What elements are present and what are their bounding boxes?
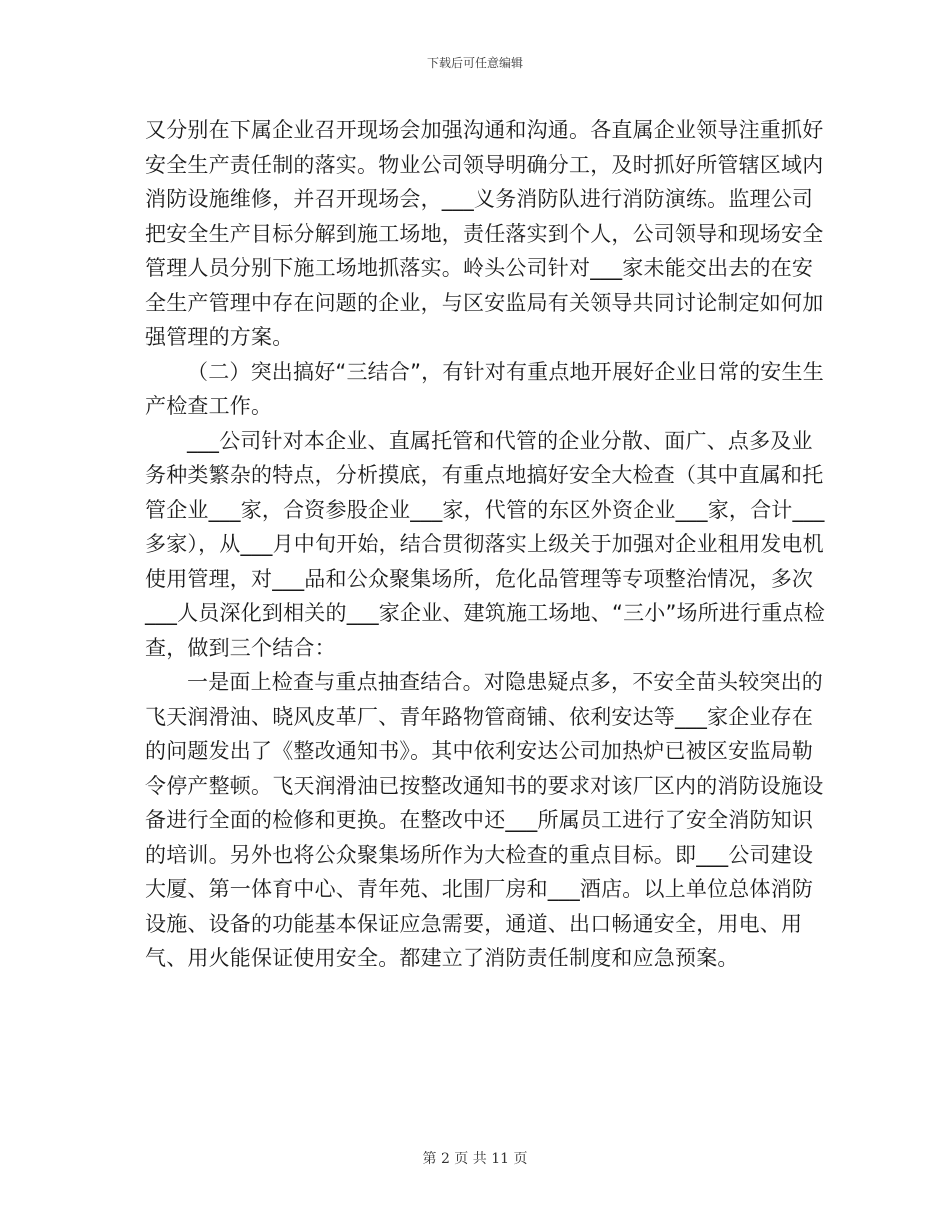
paragraph-section-heading: （二）突出搞好“三结合”，有针对有重点地开展好企业日常的安生生产检查工作。 xyxy=(145,359,824,418)
paragraph-first-combination: 一是面上检查与重点抽查结合。对隐患疑点多，不安全苗头较突出的飞天润滑油、晓风皮革厂、青年路物管商铺、依利安达等___家企业存在的问题发出了《整改通知书》。其中依利安达公司加热炉已被区安监局勒令停产整顿。飞天润滑油已按整改通知书的要求对该厂区内的消防设施设备进行全面的检修和更换。在整改中还___所属员工进行了安全消防知识的培训。另外也将公众聚集场所作为大检查的重点目标。即___公司建设大厦、第一体育中心、青年苑、北围厂房和___酒店。以上单位总体消防设施、设备的功能基本保证应急需要，通道、出口畅通安全，用电、用气、用火能保证使用安全。都建立了消防责任制度和应急预案。 xyxy=(145,670,824,970)
document-body xyxy=(145,113,825,976)
paragraph-inspection-overview: ___公司针对本企业、直属托管和代管的企业分散、面广、点多及业务种类繁杂的特点，分析摸底，有重点地搞好安全大检查（其中直属和托管企业___家，合资参股企业___家，代管的东区外资企业___家，合计___多家），从___月中旬开始，结合贯彻落实上级关于加强对企业租用发电机使用管理，对___品和公众聚集场所，危化品管理等专项整治情况，多次___人员深化到相关的___家企业、建筑施工场地、“三小”场所进行重点检查，做到三个结合： xyxy=(145,428,825,660)
page-header: 下载后可任意编辑 xyxy=(426,56,523,70)
page-footer: 第 2 页 共 11 页 xyxy=(422,1151,528,1167)
paragraph-continuation: 又分别在下属企业召开现场会加强沟通和沟通。各直属企业领导注重抓好安全生产责任制的落实。物业公司领导明确分工，及时抓好所管辖区域内消防设施维修，并召开现场会，___义务消防队进行消防演练。监理公司把安全生产目标分解到施工场地，责任落实到个人，公司领导和现场安全管理人员分别下施工场地抓落实。岭头公司针对___家未能交出去的在安全生产管理中存在问题的企业，与区安监局有关领导共同讨论制定如何加强管理的方案。 xyxy=(145,118,824,349)
